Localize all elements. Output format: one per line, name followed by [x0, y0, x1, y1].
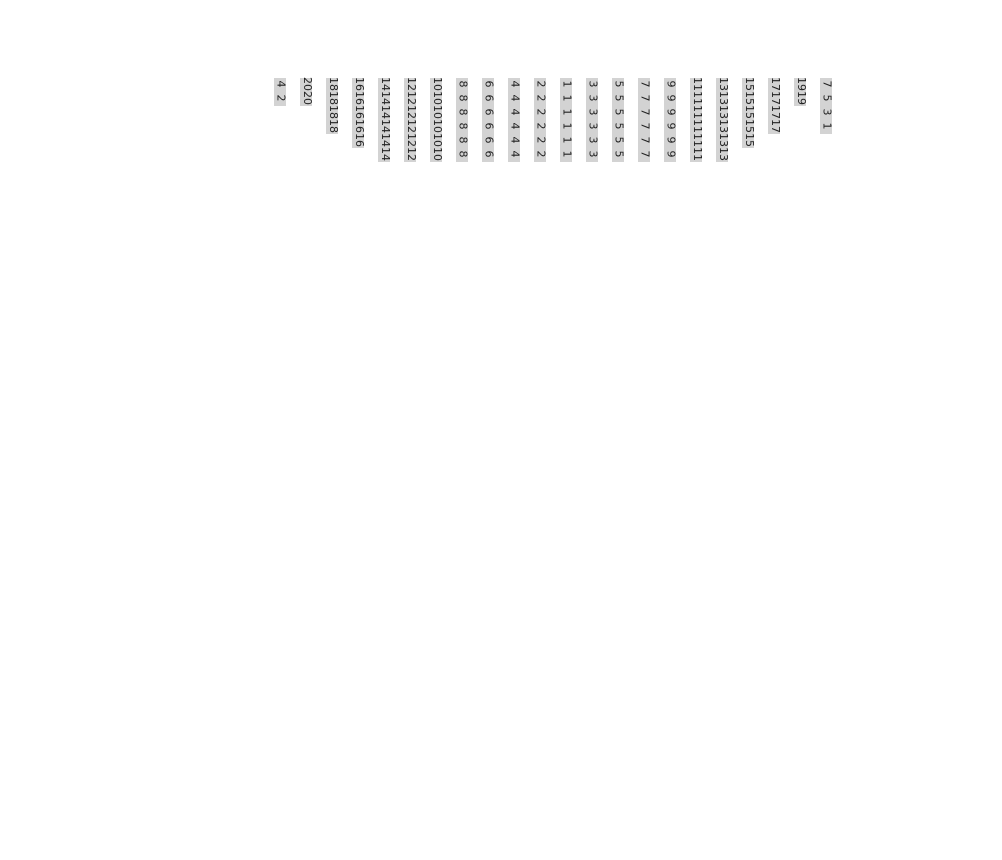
- seat[interactable]: [742, 134, 754, 148]
- seat[interactable]: [456, 120, 468, 134]
- seat-label: 6: [482, 136, 495, 144]
- seat-label: 14: [379, 77, 392, 91]
- seat-label: 6: [482, 80, 495, 88]
- seat-label: 6: [482, 150, 495, 158]
- seat[interactable]: [430, 148, 442, 162]
- seat-label: 5: [820, 94, 833, 102]
- seat[interactable]: [716, 106, 728, 120]
- seat-label: 15: [743, 105, 756, 119]
- seat-label: 15: [743, 77, 756, 91]
- seat-label: 13: [717, 147, 730, 161]
- seat-label: 12: [405, 147, 418, 161]
- seat[interactable]: [534, 134, 546, 148]
- seat[interactable]: [586, 78, 598, 92]
- seat-label: 7: [638, 80, 651, 88]
- seat[interactable]: [300, 92, 312, 106]
- seat-label: 4: [508, 136, 521, 144]
- seat[interactable]: [560, 148, 572, 162]
- seat-label: 9: [664, 122, 677, 130]
- seat-label: 17: [769, 119, 782, 133]
- seat-label: 1: [560, 94, 573, 102]
- seat-label: 18: [327, 105, 340, 119]
- seat[interactable]: [716, 120, 728, 134]
- seat[interactable]: [612, 120, 624, 134]
- seat[interactable]: [404, 106, 416, 120]
- seat[interactable]: [716, 148, 728, 162]
- seat[interactable]: [274, 92, 286, 106]
- seat[interactable]: [430, 106, 442, 120]
- seat[interactable]: [560, 106, 572, 120]
- seat-label: 19: [795, 91, 808, 105]
- seat-label: 16: [353, 105, 366, 119]
- seat[interactable]: [508, 120, 520, 134]
- seat[interactable]: [352, 92, 364, 106]
- seat[interactable]: [378, 78, 390, 92]
- seat-label: 12: [405, 133, 418, 147]
- seat[interactable]: [482, 134, 494, 148]
- seat[interactable]: [456, 92, 468, 106]
- seat-label: 4: [508, 122, 521, 130]
- seat-label: 16: [353, 133, 366, 147]
- seat-label: 9: [664, 136, 677, 144]
- seat-label: 15: [743, 91, 756, 105]
- seat-label: 10: [431, 77, 444, 91]
- seat-label: 7: [638, 108, 651, 116]
- seat-label: 8: [456, 150, 469, 158]
- seat-label: 15: [743, 133, 756, 147]
- seat-label: 7: [820, 80, 833, 88]
- seat-label: 2: [534, 108, 547, 116]
- seat-label: 14: [379, 133, 392, 147]
- seat[interactable]: [716, 134, 728, 148]
- seat[interactable]: [456, 148, 468, 162]
- seat-label: 11: [691, 133, 704, 147]
- seat[interactable]: [768, 92, 780, 106]
- seat[interactable]: [690, 106, 702, 120]
- seat[interactable]: [690, 134, 702, 148]
- seat-label: 16: [353, 119, 366, 133]
- seat-label: 1: [560, 150, 573, 158]
- seat[interactable]: [820, 92, 832, 106]
- seat[interactable]: [612, 148, 624, 162]
- seat-label: 13: [717, 77, 730, 91]
- seat[interactable]: [638, 106, 650, 120]
- seat[interactable]: [638, 134, 650, 148]
- seat[interactable]: [508, 92, 520, 106]
- seat[interactable]: [404, 120, 416, 134]
- seat-label: 2: [534, 150, 547, 158]
- seat-label: 17: [769, 77, 782, 91]
- seat[interactable]: [404, 148, 416, 162]
- seat[interactable]: [742, 78, 754, 92]
- seat[interactable]: [768, 120, 780, 134]
- seat[interactable]: [482, 148, 494, 162]
- seat-label: 3: [820, 108, 833, 116]
- seat-label: 8: [456, 108, 469, 116]
- seat-label: 12: [405, 91, 418, 105]
- seat-label: 4: [508, 108, 521, 116]
- seat-label: 18: [327, 77, 340, 91]
- seat[interactable]: [664, 120, 676, 134]
- seat[interactable]: [534, 148, 546, 162]
- seat-label: 3: [586, 136, 599, 144]
- seat[interactable]: [456, 134, 468, 148]
- seat-label: 19: [795, 77, 808, 91]
- seat-label: 4: [508, 94, 521, 102]
- seat[interactable]: [300, 78, 312, 92]
- seat-label: 5: [612, 108, 625, 116]
- seat-label: 2: [274, 94, 287, 102]
- seat-label: 13: [717, 133, 730, 147]
- seat[interactable]: [326, 120, 338, 134]
- seat-label: 3: [586, 94, 599, 102]
- seat[interactable]: [534, 106, 546, 120]
- seat[interactable]: [482, 106, 494, 120]
- seat[interactable]: [638, 78, 650, 92]
- seat-label: 13: [717, 91, 730, 105]
- seat-label: 2: [534, 80, 547, 88]
- seat[interactable]: [716, 78, 728, 92]
- seat[interactable]: [352, 106, 364, 120]
- seat-label: 14: [379, 147, 392, 161]
- seat[interactable]: [664, 92, 676, 106]
- seat[interactable]: [742, 92, 754, 106]
- seat-label: 4: [508, 150, 521, 158]
- seat[interactable]: [326, 106, 338, 120]
- seat[interactable]: [612, 92, 624, 106]
- seat-label: 3: [586, 150, 599, 158]
- seat[interactable]: [352, 78, 364, 92]
- seat[interactable]: [378, 106, 390, 120]
- seat-label: 8: [456, 80, 469, 88]
- seat[interactable]: [404, 134, 416, 148]
- seat[interactable]: [638, 148, 650, 162]
- seat[interactable]: [430, 134, 442, 148]
- seat-label: 6: [482, 94, 495, 102]
- seat[interactable]: [742, 106, 754, 120]
- seat[interactable]: [794, 78, 806, 92]
- seat[interactable]: [378, 134, 390, 148]
- seat-label: 13: [717, 119, 730, 133]
- seat-label: 6: [482, 122, 495, 130]
- seat-label: 12: [405, 77, 418, 91]
- seat[interactable]: [430, 78, 442, 92]
- seat[interactable]: [508, 134, 520, 148]
- seat[interactable]: [586, 148, 598, 162]
- seat-label: 7: [638, 136, 651, 144]
- seat-label: 17: [769, 91, 782, 105]
- seat-label: 10: [431, 91, 444, 105]
- seat-label: 15: [743, 119, 756, 133]
- seat-label: 17: [769, 105, 782, 119]
- seat-label: 7: [638, 150, 651, 158]
- seat[interactable]: [404, 78, 416, 92]
- seat[interactable]: [534, 92, 546, 106]
- seat-label: 9: [664, 150, 677, 158]
- seat[interactable]: [690, 92, 702, 106]
- seat[interactable]: [456, 78, 468, 92]
- seat[interactable]: [482, 78, 494, 92]
- seat[interactable]: [690, 78, 702, 92]
- seat-label: 5: [612, 94, 625, 102]
- seat-label: 8: [456, 136, 469, 144]
- seat-label: 3: [586, 108, 599, 116]
- seat[interactable]: [690, 120, 702, 134]
- seat-label: 11: [691, 77, 704, 91]
- seat[interactable]: [404, 92, 416, 106]
- seat[interactable]: [534, 120, 546, 134]
- seat-label: 1: [820, 122, 833, 130]
- seat-label: 4: [508, 80, 521, 88]
- seat[interactable]: [716, 92, 728, 106]
- seat-label: 16: [353, 91, 366, 105]
- seat-label: 2: [534, 122, 547, 130]
- seat[interactable]: [768, 78, 780, 92]
- seat[interactable]: [430, 92, 442, 106]
- seat-label: 7: [638, 94, 651, 102]
- seat-label: 5: [612, 122, 625, 130]
- seat-label: 9: [664, 94, 677, 102]
- seat[interactable]: [482, 92, 494, 106]
- seat-label: 2: [534, 94, 547, 102]
- seat-label: 12: [405, 119, 418, 133]
- seat[interactable]: [586, 92, 598, 106]
- seat[interactable]: [586, 120, 598, 134]
- seat[interactable]: [274, 78, 286, 92]
- seat[interactable]: [690, 148, 702, 162]
- seat[interactable]: [326, 92, 338, 106]
- seat-label: 9: [664, 108, 677, 116]
- seat[interactable]: [664, 78, 676, 92]
- seat-label: 1: [560, 136, 573, 144]
- seat[interactable]: [664, 134, 676, 148]
- seat[interactable]: [456, 106, 468, 120]
- seat[interactable]: [742, 120, 754, 134]
- seat-label: 10: [431, 147, 444, 161]
- seat-label: 14: [379, 105, 392, 119]
- seat[interactable]: [378, 148, 390, 162]
- seat[interactable]: [326, 78, 338, 92]
- seat-label: 10: [431, 105, 444, 119]
- seat-label: 4: [274, 80, 287, 88]
- seat[interactable]: [378, 120, 390, 134]
- seat[interactable]: [820, 106, 832, 120]
- seat[interactable]: [586, 134, 598, 148]
- seat[interactable]: [508, 78, 520, 92]
- seat[interactable]: [612, 78, 624, 92]
- seat-label: 14: [379, 91, 392, 105]
- seat[interactable]: [794, 92, 806, 106]
- seat-label: 12: [405, 105, 418, 119]
- seat-label: 20: [301, 91, 314, 105]
- seat[interactable]: [378, 92, 390, 106]
- seat-label: 7: [638, 122, 651, 130]
- seat-label: 13: [717, 105, 730, 119]
- seat[interactable]: [430, 120, 442, 134]
- seat-label: 6: [482, 108, 495, 116]
- seat[interactable]: [768, 106, 780, 120]
- seat-label: 1: [560, 80, 573, 88]
- seat-label: 11: [691, 105, 704, 119]
- seat-label: 5: [612, 150, 625, 158]
- seat[interactable]: [508, 106, 520, 120]
- seat-label: 14: [379, 119, 392, 133]
- seat-label: 3: [586, 122, 599, 130]
- seat-label: 20: [301, 77, 314, 91]
- seat[interactable]: [638, 92, 650, 106]
- seat-label: 3: [586, 80, 599, 88]
- seat[interactable]: [664, 148, 676, 162]
- seat-label: 10: [431, 133, 444, 147]
- seat[interactable]: [352, 134, 364, 148]
- seat[interactable]: [820, 78, 832, 92]
- seat[interactable]: [508, 148, 520, 162]
- seat-label: 10: [431, 119, 444, 133]
- seat-label: 1: [560, 122, 573, 130]
- seat-label: 18: [327, 91, 340, 105]
- seat[interactable]: [482, 120, 494, 134]
- seat-label: 16: [353, 77, 366, 91]
- seat-label: 5: [612, 136, 625, 144]
- seat-label: 8: [456, 122, 469, 130]
- seat-label: 18: [327, 119, 340, 133]
- seat[interactable]: [664, 106, 676, 120]
- seat-label: 11: [691, 147, 704, 161]
- seat[interactable]: [534, 78, 546, 92]
- seat[interactable]: [560, 92, 572, 106]
- seat[interactable]: [560, 78, 572, 92]
- seat[interactable]: [560, 134, 572, 148]
- seat[interactable]: [612, 134, 624, 148]
- seat-label: 11: [691, 91, 704, 105]
- seat-label: 5: [612, 80, 625, 88]
- seat-label: 9: [664, 80, 677, 88]
- seat-label: 8: [456, 94, 469, 102]
- seat[interactable]: [352, 120, 364, 134]
- seat[interactable]: [586, 106, 598, 120]
- seat[interactable]: [560, 120, 572, 134]
- seat-label: 1: [560, 108, 573, 116]
- seat-label: 11: [691, 119, 704, 133]
- seat-label: 2: [534, 136, 547, 144]
- seat[interactable]: [820, 120, 832, 134]
- seat[interactable]: [612, 106, 624, 120]
- seat[interactable]: [638, 120, 650, 134]
